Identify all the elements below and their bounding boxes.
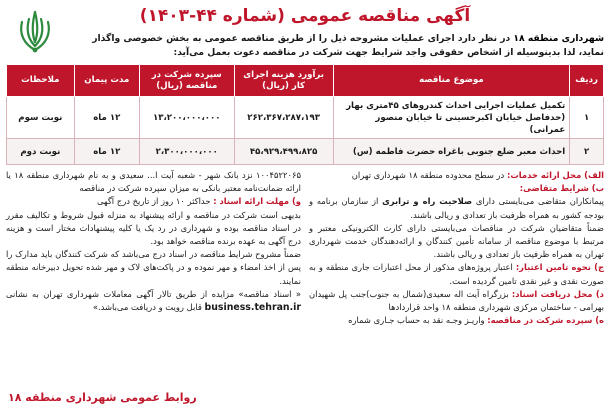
row-index: ۱ [570, 97, 604, 139]
row-note: نوبت سوم [7, 97, 75, 139]
item-d [309, 288, 604, 314]
deposit-continuation: ۱۰۰۴۵۲۲۰۶۵ نزد بانک شهر - شعبه آیت ا... سعیدی و به نام شهرداری منطقه ۱۸ یا ارائه ضمانت‌نامه معتبر بانکی به میزان سپرده شرکت در مناقصه [6, 170, 301, 194]
intro-rest: در نظر دارد اجرای عملیات مشروحه ذیل را از طریق مناقصه عمومی به بخش خصوصی واگذار نماید، لذا بدینوسیله از اشخاص حقوقی واجد شرایط جهت شرکت در مناقصه دعوت بعمل می‌آید: [92, 33, 604, 58]
row-deposit: ۲،۳۰۰،۰۰۰،۰۰۰ [139, 139, 234, 165]
item-a-label: الف) محل ارائه خدمات: [506, 170, 604, 180]
table-row [7, 97, 604, 139]
intro-bold: شهرداری منطقه ۱۸ [513, 33, 604, 44]
row-deposit: ۱۳،۲۰۰،۰۰۰،۰۰۰ [139, 97, 234, 139]
tender-table [6, 64, 604, 165]
row-note: نوبت دوم [7, 139, 75, 165]
item-w [6, 195, 301, 208]
right-column [309, 169, 604, 327]
item-e-label: ه) سپرده شرکت در مناقصه: [487, 315, 604, 326]
row-duration: ۱۲ ماه [74, 97, 139, 139]
item-d-label: د) محل دریافت اسناد: [511, 288, 604, 299]
col-deposit-header: سپرده شرکت در مناقصه (ریال) [139, 65, 234, 97]
row-estimate: ۲۶۲،۳۶۷،۲۸۷،۱۹۳ [234, 97, 333, 139]
portal-text: « اسناد مناقصه» مزایده از طریق تالار آگهی معاملات شهرداری تهران به نشانی [6, 288, 301, 299]
item-d-text: بزرگراه آیت اله سعیدی(شمال به جنوب)جنب پل شهیدان بهرامی - ساختمان مرکزی شهرداری منطقه ۱۸ واحد قراردادها [309, 288, 604, 313]
left-column [6, 169, 301, 327]
footer-signature: روابط عمومی شهرداری منطقه ۱۸ [8, 391, 197, 404]
item-e-text: واریـز وجـه نقد به حساب جـاری شماره [348, 315, 488, 326]
col-estimate-header: برآورد هزینه اجرای کار (ریال) [234, 65, 333, 97]
col-duration-header: مدت پیمان [74, 65, 139, 97]
terms-paragraph: بدیهی است شرکت در مناقصه و ارائه پیشنهاد به منزله قبول شروط و تکالیف مقرر در اسناد مناقصه بوده و شهرداری در رد یک یا کلیه پیشنهادات مختار است و هزینه درج آگهی به عهده برنده مناقصه خواهد بود. [6, 209, 301, 247]
row-duration: ۱۲ ماه [74, 139, 139, 165]
portal-paragraph [6, 288, 301, 314]
row-estimate: ۴۵،۹۲۹،۴۹۹،۸۲۵ [234, 139, 333, 165]
item-b [309, 182, 604, 195]
item-w-label: و) مهلت ارائه اسناد : [213, 196, 301, 207]
col-note-header: ملاحظات [7, 65, 75, 97]
item-c-text: اعتبار پروژه‌های مذکور از محل اعتبارات جاری منطقه و به صورت نقدی و غیر نقدی تامین گردیده است. [309, 262, 604, 286]
intro-text [6, 32, 604, 60]
row-subject: احداث معبر ضلع جنوبی باغراه حضرت فاطمه (س) [333, 139, 570, 165]
item-b-body2: ضمناً متقاضیان شرکت در مناقصات می‌بایستی دارای کارت الکترونیکی معتبر و مرتبط با موضوع مناقصه از سامانه تأمین کنندگان و ارائه‌دهندگان خدمت شهرداری تهران به همراه ظرفیت باز تعدادی و ریالی باشند. [309, 222, 604, 260]
item-b-body [309, 195, 604, 221]
item-b-bold: صلاحیت راه و ترابری [382, 196, 473, 207]
item-e [309, 314, 604, 327]
col-index-header: ردیف [570, 65, 604, 97]
documents-paragraph: ضمناً مشروح شرایط مناقصه در اسناد درج می‌باشد که شرکت کنندگان باید مدارک را پس از اخذ امضاء و مهر نموده و در پاکت‌های لاک و مهر شده تحویل دبیرخانه منطقه نمایند. [6, 249, 301, 286]
conditions-columns [6, 169, 604, 327]
item-c-label: ج) نحوه تامین اعتبار: [515, 262, 604, 273]
item-w-text: حداکثر ۱۰ روز از تاریخ درج آگهی [96, 196, 214, 207]
header [6, 4, 604, 32]
portal-text-end: قابل رویت و دریافت می‌باشد.» [92, 302, 205, 313]
item-c [309, 261, 604, 287]
item-b-text2: از سازمان برنامه و بودجه کشور به همراه ظرفیت باز تعدادی و ریالی باشند. [309, 196, 604, 220]
item-a [309, 169, 604, 182]
item-b-text1: پیمانکاران متقاضی می‌بایستی دارای [472, 196, 604, 207]
col-subject-header: موضوع مناقصه [333, 65, 570, 97]
item-a-text: در سطح محدوده منطقه ۱۸ شهرداری تهران [351, 170, 507, 180]
portal-link[interactable]: business.tehran.ir [204, 302, 301, 314]
table-header-row [7, 65, 604, 97]
row-index: ۲ [570, 139, 604, 165]
table-row [7, 139, 604, 165]
tehran-municipality-logo-icon [10, 6, 60, 54]
page-title: آگهی مناقصه عمومی (شماره ۴۴-۱۴۰۳) [139, 6, 471, 26]
item-b-label: ب) شرایط متقاضی: [519, 183, 604, 194]
row-subject: تکمیل عملیات اجرایی احداث کندروهای ۴۵متری بهار (حدفاصل خیابان اکبرحسینی تا خیابان منصور عمرانی) [333, 97, 570, 139]
